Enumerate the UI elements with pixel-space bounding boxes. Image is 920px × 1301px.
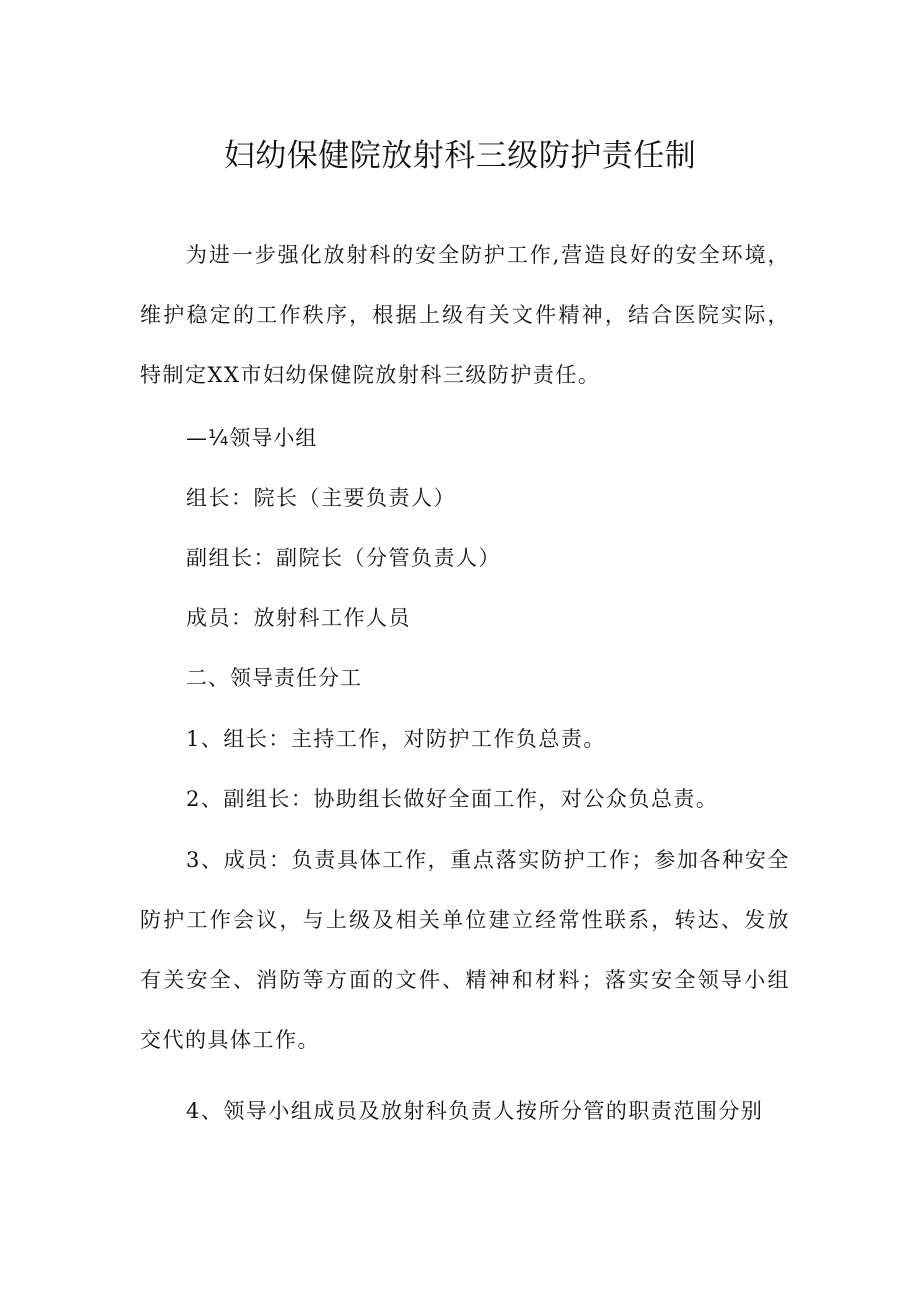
duty-item-4: 4、领导小组成员及放射科负责人按所分管的职责范围分别: [186, 1099, 764, 1123]
duty-item-1: 1、组长：主持工作，对防护工作负总责。: [186, 727, 606, 751]
duty-item-3: 3、成员：负责具体工作，重点落实防护工作；参加各种安全防护工作会议，与上级及相关单位建立经常性联系，转达、发放有关安全、消防等方面的文件、精神和材料；落实安全领导小组交代的具体工作。: [140, 848, 790, 1052]
document-title: 妇幼保健院放射科三级防护责任制: [223, 138, 697, 174]
intro-paragraph: 为进一步强化放射科的安全防护工作,营造良好的安全环境，维护稳定的工作秩序，根据上级有关文件精神，结合医院实际，特制定XX市妇幼保健院放射科三级防护责任。: [140, 243, 790, 387]
section2-heading: 二、领导责任分工: [186, 666, 362, 690]
section1-heading: —¼领导小组: [186, 426, 318, 450]
deputy-leader-line: 副组长：副院长（分管负责人）: [186, 546, 501, 570]
group-leader-line: 组长：院长（主要负责人）: [186, 486, 456, 510]
duty-item-2: 2、副组长：协助组长做好全面工作，对公众负总责。: [186, 787, 719, 811]
members-line: 成员：放射科工作人员: [186, 606, 411, 630]
